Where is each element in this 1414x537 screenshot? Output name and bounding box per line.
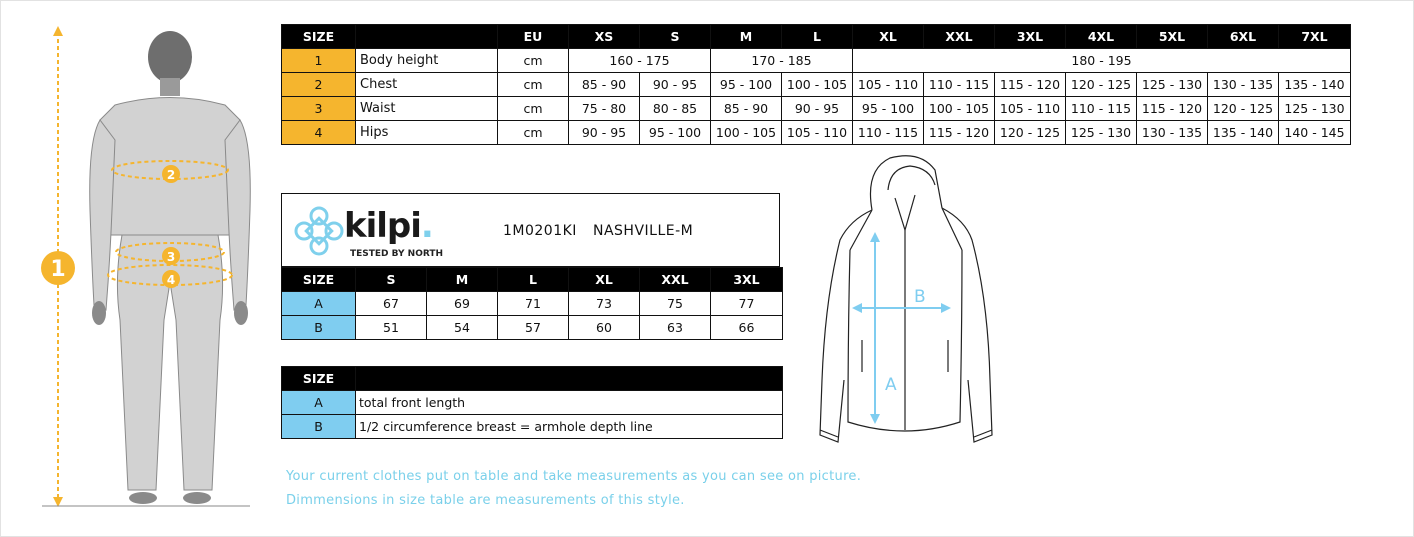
table-cell: 75 - 80: [569, 97, 640, 121]
table-cell: 100 - 105: [924, 97, 995, 121]
legend-header-blank: [356, 367, 783, 391]
row-index: 1: [282, 49, 356, 73]
table-cell: 105 - 110: [782, 121, 853, 145]
table-cell: 90 - 95: [569, 121, 640, 145]
legend-header-size: SIZE: [282, 367, 356, 391]
marker-4: [162, 270, 180, 288]
table-cell: 66: [711, 316, 783, 340]
header-l: L: [782, 25, 853, 49]
row-unit: cm: [498, 73, 569, 97]
brand-box: [281, 193, 780, 267]
table-cell: 180 - 195: [853, 49, 1351, 73]
table-cell: 71: [498, 292, 569, 316]
table-row-a: [282, 292, 783, 316]
table-cell: 95 - 100: [640, 121, 711, 145]
row-unit: cm: [498, 49, 569, 73]
legend-desc: 1/2 circumference breast = armhole depth line: [356, 415, 783, 439]
table-row-waist: [282, 97, 1351, 121]
table-cell: 120 - 125: [995, 121, 1066, 145]
row-label: Hips: [356, 121, 498, 145]
table-cell: 90 - 95: [640, 73, 711, 97]
header-5xl: 5XL: [1137, 25, 1208, 49]
table-cell: 115 - 120: [1137, 97, 1208, 121]
table-cell: 140 - 145: [1279, 121, 1351, 145]
header-label: [356, 25, 498, 49]
svg-text:1: 1: [50, 257, 66, 282]
size-table-header: [282, 25, 1351, 49]
body-measurement-figure: [30, 20, 260, 512]
row-label: Chest: [356, 73, 498, 97]
row-unit: cm: [498, 97, 569, 121]
header-eu: EU: [498, 25, 569, 49]
table-cell: 125 - 130: [1066, 121, 1137, 145]
svg-text:3: 3: [166, 250, 176, 264]
header-xxl: XXL: [924, 25, 995, 49]
table-cell: 54: [427, 316, 498, 340]
header-xl: XL: [569, 268, 640, 292]
legend-desc: total front length: [356, 391, 783, 415]
table-cell: 95 - 100: [711, 73, 782, 97]
table-cell: 135 - 140: [1279, 73, 1351, 97]
table-cell: 110 - 115: [853, 121, 924, 145]
jacket-diagram: [810, 150, 1000, 460]
legend-label: A: [282, 391, 356, 415]
header-l: L: [498, 268, 569, 292]
table-row-chest: [282, 73, 1351, 97]
product-code: 1M0201KI: [503, 223, 577, 239]
table-cell: 67: [356, 292, 427, 316]
table-cell: 160 - 175: [569, 49, 711, 73]
brand-logo-wordmark: [344, 206, 433, 246]
legend-table: [281, 366, 783, 439]
size-table: [281, 24, 1351, 145]
marker-3: [162, 247, 180, 265]
style-size-table: [281, 267, 783, 340]
table-row-body-height: [282, 49, 1351, 73]
header-size: SIZE: [282, 25, 356, 49]
table-cell: 135 - 140: [1208, 121, 1279, 145]
table-cell: 90 - 95: [782, 97, 853, 121]
table-row-b: [282, 316, 783, 340]
row-label: Body height: [356, 49, 498, 73]
table-cell: 100 - 105: [782, 73, 853, 97]
svg-text:2: 2: [166, 168, 176, 182]
table-cell: 110 - 115: [1066, 97, 1137, 121]
marker-2: [162, 165, 180, 183]
legend-row-b: [282, 415, 783, 439]
row-index: 2: [282, 73, 356, 97]
brand-dot: .: [420, 206, 433, 246]
table-cell: 115 - 120: [995, 73, 1066, 97]
table-row-hips: [282, 121, 1351, 145]
table-cell: 73: [569, 292, 640, 316]
row-label: A: [282, 292, 356, 316]
table-cell: 125 - 130: [1137, 73, 1208, 97]
table-cell: 57: [498, 316, 569, 340]
brand-name: kilpi: [344, 206, 421, 246]
instruction-note-1: Your current clothes put on table and take measurements as you can see on picture.: [286, 469, 862, 484]
marker-1: [41, 251, 75, 285]
product-name: NASHVILLE-M: [593, 223, 694, 239]
table-cell: 60: [569, 316, 640, 340]
header-7xl: 7XL: [1279, 25, 1351, 49]
row-index: 3: [282, 97, 356, 121]
brand-tagline: TESTED BY NORTH: [350, 249, 444, 259]
table-cell: 85 - 90: [711, 97, 782, 121]
table-cell: 105 - 110: [853, 73, 924, 97]
style-table-header: [282, 268, 783, 292]
row-label: B: [282, 316, 356, 340]
legend-header: [282, 367, 783, 391]
kilpi-knot-logo: [292, 204, 346, 258]
header-6xl: 6XL: [1208, 25, 1279, 49]
header-s: S: [640, 25, 711, 49]
table-cell: 80 - 85: [640, 97, 711, 121]
table-cell: 69: [427, 292, 498, 316]
jacket-label-a: A: [885, 375, 897, 395]
legend-row-a: [282, 391, 783, 415]
header-4xl: 4XL: [1066, 25, 1137, 49]
row-unit: cm: [498, 121, 569, 145]
jacket-label-b: B: [914, 287, 926, 307]
header-3xl: 3XL: [995, 25, 1066, 49]
legend-label: B: [282, 415, 356, 439]
table-cell: 63: [640, 316, 711, 340]
table-cell: 85 - 90: [569, 73, 640, 97]
table-cell: 51: [356, 316, 427, 340]
table-cell: 95 - 100: [853, 97, 924, 121]
table-cell: 110 - 115: [924, 73, 995, 97]
instruction-note-2: Dimmensions in size table are measurements of this style.: [286, 493, 685, 508]
row-index: 4: [282, 121, 356, 145]
header-size: SIZE: [282, 268, 356, 292]
header-xl: XL: [853, 25, 924, 49]
svg-text:4: 4: [166, 273, 176, 287]
table-cell: 100 - 105: [711, 121, 782, 145]
table-cell: 130 - 135: [1137, 121, 1208, 145]
table-cell: 125 - 130: [1279, 97, 1351, 121]
table-cell: 75: [640, 292, 711, 316]
header-m: M: [711, 25, 782, 49]
table-cell: 120 - 125: [1066, 73, 1137, 97]
table-cell: 130 - 135: [1208, 73, 1279, 97]
header-3xl: 3XL: [711, 268, 783, 292]
header-xs: XS: [569, 25, 640, 49]
table-cell: 105 - 110: [995, 97, 1066, 121]
header-m: M: [427, 268, 498, 292]
table-cell: 77: [711, 292, 783, 316]
row-label: Waist: [356, 97, 498, 121]
table-cell: 115 - 120: [924, 121, 995, 145]
table-cell: 170 - 185: [711, 49, 853, 73]
header-xxl: XXL: [640, 268, 711, 292]
table-cell: 120 - 125: [1208, 97, 1279, 121]
header-s: S: [356, 268, 427, 292]
